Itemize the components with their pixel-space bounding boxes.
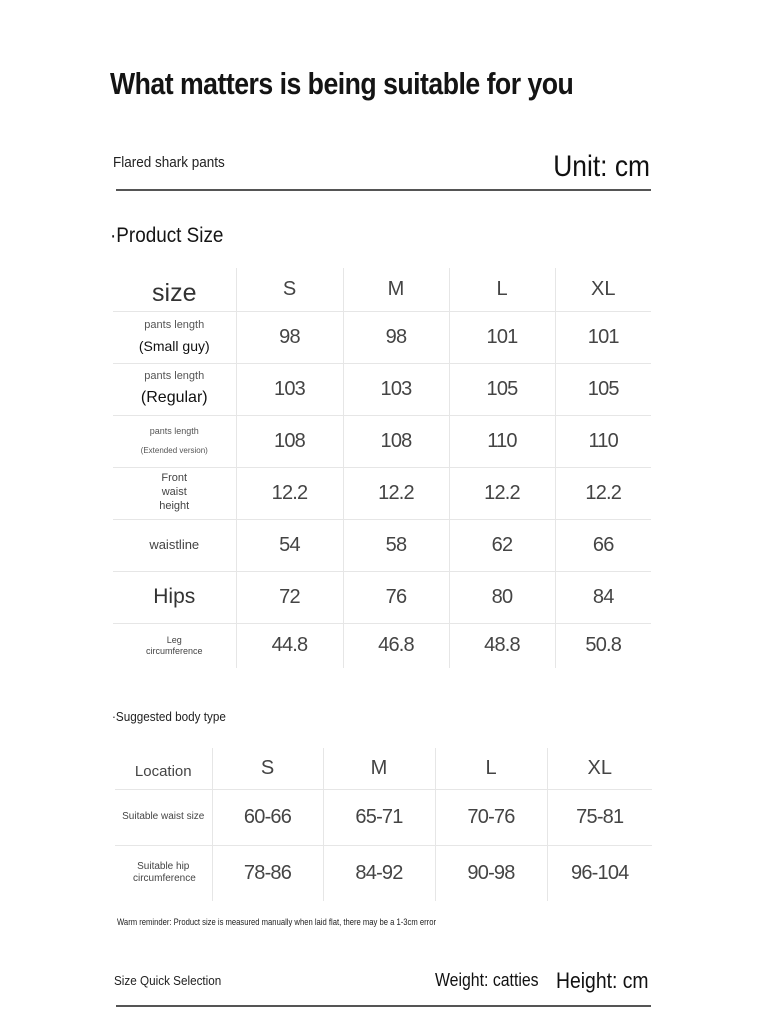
size-cell: 50.8 — [555, 623, 651, 668]
size-col-l: L — [449, 268, 555, 311]
size-cell: 76 — [343, 571, 449, 623]
row-label: Suitable waist size — [115, 789, 212, 845]
size-cell: 108 — [343, 415, 449, 467]
size-cell: 48.8 — [449, 623, 555, 668]
size-cell: 12.2 — [449, 467, 555, 519]
body-cell: 84-92 — [323, 845, 435, 901]
body-col-m: M — [323, 748, 435, 789]
height-label: Height: cm — [556, 968, 649, 993]
row-label — [113, 311, 236, 363]
body-cell: 70-76 — [435, 789, 547, 845]
product-name: Flared shark pants — [113, 154, 225, 171]
size-cell: 105 — [449, 363, 555, 415]
row-label: Hips — [113, 571, 236, 623]
row-label-sub: (Regular) — [140, 389, 208, 407]
row-label-main: pants length — [149, 426, 199, 437]
body-cell: 75-81 — [547, 789, 652, 845]
table-row — [113, 415, 651, 467]
body-corner-label: Location — [134, 762, 192, 780]
size-cell: 12.2 — [343, 467, 449, 519]
table-row — [115, 789, 652, 845]
table-row — [113, 623, 651, 668]
table-row — [115, 845, 652, 901]
size-cell: 98 — [236, 311, 343, 363]
row-label-main: pants length — [144, 369, 205, 382]
body-col-xl: XL — [547, 748, 652, 789]
size-quick-selection: Size Quick Selection — [114, 973, 222, 988]
body-cell: 96-104 — [547, 845, 652, 901]
size-cell: 108 — [236, 415, 343, 467]
footer-divider — [116, 1005, 651, 1007]
size-cell: 84 — [555, 571, 651, 623]
row-label-sub: (Small guy) — [138, 337, 210, 354]
product-size-heading: ·Product Size — [110, 224, 224, 247]
row-label — [113, 363, 236, 415]
size-cell: 103 — [343, 363, 449, 415]
row-label: Suitable hip circumference — [115, 845, 212, 901]
size-cell: 12.2 — [555, 467, 651, 519]
body-type-heading: ·Suggested body type — [112, 709, 226, 724]
table-row — [113, 571, 651, 623]
row-label: waistline — [113, 519, 236, 571]
body-type-table — [115, 748, 652, 901]
table-row — [113, 311, 651, 363]
unit-label: Unit: cm — [553, 150, 650, 183]
size-cell: 12.2 — [236, 467, 343, 519]
size-cell: 98 — [343, 311, 449, 363]
row-label — [113, 415, 236, 467]
size-cell: 62 — [449, 519, 555, 571]
size-cell: 110 — [449, 415, 555, 467]
size-cell: 101 — [555, 311, 651, 363]
row-label-sub: (Extended version) — [140, 445, 208, 455]
product-size-table — [113, 268, 651, 668]
size-cell: 46.8 — [343, 623, 449, 668]
page-title: What matters is being suitable for you — [110, 66, 574, 101]
header-divider — [116, 189, 651, 191]
size-cell: 110 — [555, 415, 651, 467]
size-cell: 103 — [236, 363, 343, 415]
row-label: Leg circumference — [113, 623, 236, 668]
table-row — [113, 363, 651, 415]
size-corner-label: size — [152, 278, 197, 307]
size-header-row — [113, 268, 651, 311]
body-cell: 60-66 — [212, 789, 323, 845]
size-cell: 80 — [449, 571, 555, 623]
body-header-row — [115, 748, 652, 789]
body-cell: 78-86 — [212, 845, 323, 901]
body-cell: 90-98 — [435, 845, 547, 901]
body-col-s: S — [212, 748, 323, 789]
table-row — [113, 519, 651, 571]
size-cell: 66 — [555, 519, 651, 571]
row-label: Front waist height — [113, 467, 236, 519]
size-cell: 72 — [236, 571, 343, 623]
size-cell: 44.8 — [236, 623, 343, 668]
table-row — [113, 467, 651, 519]
warm-reminder: Warm reminder: Product size is measured manually when laid flat, there may be a 1-3cm error — [117, 917, 437, 927]
size-cell: 54 — [236, 519, 343, 571]
size-cell: 58 — [343, 519, 449, 571]
body-col-l: L — [435, 748, 547, 789]
row-label-main: pants length — [144, 318, 205, 331]
size-col-s: S — [236, 268, 343, 311]
size-cell: 105 — [555, 363, 651, 415]
size-cell: 101 — [449, 311, 555, 363]
body-cell: 65-71 — [323, 789, 435, 845]
weight-label: Weight: catties — [435, 970, 539, 990]
size-col-m: M — [343, 268, 449, 311]
size-col-xl: XL — [555, 268, 651, 311]
